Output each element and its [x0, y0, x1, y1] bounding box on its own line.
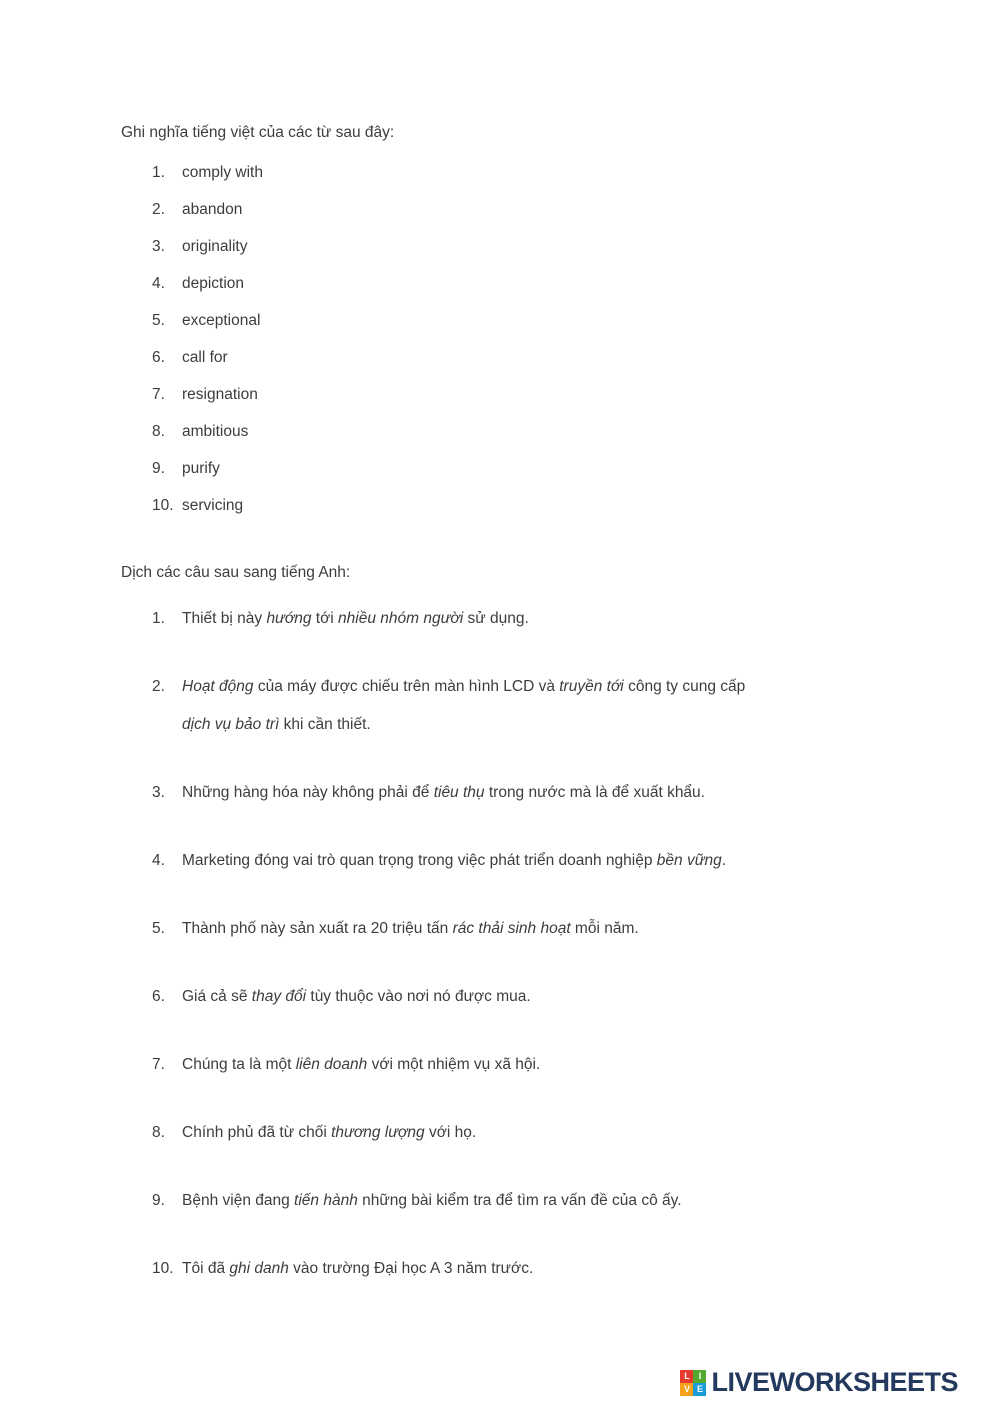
sentence-item [152, 774, 910, 812]
sentence-segment: công ty cung cấp [623, 678, 746, 695]
sentence-item-number: 7. [152, 1056, 165, 1073]
sentence-segment: Thành phố này sản xuất ra 20 triệu tấn [182, 920, 453, 937]
sentence-item-text [182, 668, 745, 744]
vocab-item-text: purify [182, 460, 220, 477]
sentence-segment-italic: Hoạt động [182, 678, 254, 695]
vocab-item-number: 8. [152, 423, 165, 440]
vocab-item [152, 458, 910, 480]
sentence-item [152, 668, 910, 744]
vocabulary-section-title: Ghi nghĩa tiếng việt của các từ sau đây: [121, 124, 395, 141]
vocab-item-text: originality [182, 238, 248, 255]
sentence-item [152, 842, 910, 880]
sentence-item-number: 4. [152, 852, 165, 869]
sentence-item-text [182, 1182, 682, 1220]
sentence-item-text [182, 978, 531, 1016]
sentence-segment: Giá cả sẽ [182, 988, 252, 1005]
sentence-segment-italic: truyền tới [559, 678, 624, 695]
sentence-item-text [182, 910, 639, 948]
sentence-item-number: 10. [152, 1260, 174, 1277]
sentence-item [152, 1182, 910, 1220]
sentence-item-number: 3. [152, 784, 165, 801]
section-vocabulary [121, 122, 910, 517]
liveworksheets-logo [680, 1367, 958, 1398]
translation-section-title: Dịch các câu sau sang tiếng Anh: [121, 564, 351, 581]
vocab-item-number: 5. [152, 312, 165, 329]
liveworksheets-icon [680, 1370, 706, 1396]
sentence-item-number: 2. [152, 678, 165, 695]
sentence-segment: Những hàng hóa này không phải để [182, 784, 434, 801]
vocab-item-text: servicing [182, 497, 244, 514]
vocab-item-text: resignation [182, 386, 258, 403]
sentence-segment: . [721, 852, 727, 869]
sentence-item [152, 1250, 910, 1288]
vocab-item-number: 7. [152, 386, 165, 403]
sentence-item-text [182, 1114, 476, 1152]
sentence-item [152, 910, 910, 948]
sentence-segment: với một nhiệm vụ xã hội. [367, 1056, 541, 1073]
sentence-item [152, 978, 910, 1016]
liveworksheets-icon-cell: E [693, 1383, 706, 1396]
sentence-segment-italic: ghi danh [229, 1260, 289, 1277]
vocab-item [152, 236, 910, 258]
liveworksheets-icon-cell: I [693, 1370, 706, 1383]
sentence-segment-italic: tiến hành [294, 1192, 358, 1209]
vocab-item-number: 4. [152, 275, 165, 292]
sentence-item-number: 8. [152, 1124, 165, 1141]
vocab-item-text: depiction [182, 275, 245, 292]
sentence-segment: Marketing đóng vai trò quan trọng trong việc phát triển doanh nghiệp [182, 852, 657, 869]
vocab-item-number: 9. [152, 460, 165, 477]
sentence-segment: Tôi đã [182, 1260, 230, 1277]
sentence-segment-italic: dịch vụ bảo trì [182, 716, 280, 733]
sentence-segment: với họ. [424, 1124, 477, 1141]
vocab-item-text: call for [182, 349, 228, 366]
sentence-segment: sử dụng. [463, 610, 529, 627]
vocab-item-number: 2. [152, 201, 165, 218]
vocab-list [152, 162, 910, 517]
vocab-item [152, 199, 910, 221]
sentence-segment: tới [311, 610, 339, 627]
sentence-segment-italic: bền vững [656, 852, 722, 869]
vocab-item-text: exceptional [182, 312, 261, 329]
sentence-segment-italic: hướng [266, 610, 312, 627]
sentence-segment-italic: thương lượng [331, 1124, 425, 1141]
vocab-item [152, 421, 910, 443]
sentence-item-text [182, 842, 726, 880]
sentence-segment-italic: nhiều nhóm người [338, 610, 464, 627]
sentence-segment: vào trường Đại học A 3 năm trước. [288, 1260, 534, 1277]
sentence-segment: của máy được chiếu trên màn hình LCD và [253, 678, 560, 695]
vocab-item-text: comply with [182, 164, 263, 181]
sentence-item-number: 6. [152, 988, 165, 1005]
sentence-item [152, 600, 910, 638]
sentence-segment-italic: rác thải sinh hoạt [452, 920, 571, 937]
sentence-item-text [182, 1250, 533, 1288]
vocab-item [152, 273, 910, 295]
sentence-item-text [182, 1046, 540, 1084]
sentence-segment: Bệnh viện đang [182, 1192, 295, 1209]
liveworksheets-icon-cell: V [680, 1383, 693, 1396]
sentence-segment-italic: tiêu thụ [433, 784, 485, 801]
vocab-item-number: 1. [152, 164, 165, 181]
sentence-item [152, 1046, 910, 1084]
sentence-segment: tùy thuộc vào nơi nó được mua. [306, 988, 531, 1005]
vocab-item-number: 6. [152, 349, 165, 366]
vocab-item [152, 310, 910, 332]
vocab-item-text: abandon [182, 201, 243, 218]
vocab-item [152, 384, 910, 406]
vocab-item [152, 347, 910, 369]
vocab-item [152, 162, 910, 184]
sentence-segment: khi cần thiết. [279, 716, 371, 733]
sentence-list [152, 600, 910, 1288]
liveworksheets-brand-text: LIVEWORKSHEETS [711, 1367, 958, 1397]
sentence-segment-italic: liên doanh [295, 1056, 368, 1073]
sentence-segment: mỗi năm. [570, 920, 639, 937]
sentence-segment-italic: thay đổi [251, 988, 307, 1005]
vocab-item-number: 10. [152, 497, 174, 514]
sentence-item-text [182, 600, 529, 638]
sentence-segment: Chúng ta là một [182, 1056, 296, 1073]
sentence-segment: trong nước mà là để xuất khẩu. [484, 784, 705, 801]
vocab-item [152, 495, 910, 517]
sentence-segment: Thiết bị này [182, 610, 267, 627]
sentence-item-number: 9. [152, 1192, 165, 1209]
sentence-item [152, 1114, 910, 1152]
vocab-item-text: ambitious [182, 423, 249, 440]
sentence-item-number: 5. [152, 920, 165, 937]
sentence-segment: những bài kiểm tra để tìm ra vấn đề của cô ấy. [357, 1192, 682, 1209]
liveworksheets-icon-cell: L [680, 1370, 693, 1383]
sentence-item-text [182, 774, 705, 812]
vocab-item-number: 3. [152, 238, 165, 255]
section-translation [121, 562, 910, 1288]
sentence-segment: Chính phủ đã từ chối [182, 1124, 332, 1141]
sentence-item-number: 1. [152, 610, 165, 627]
